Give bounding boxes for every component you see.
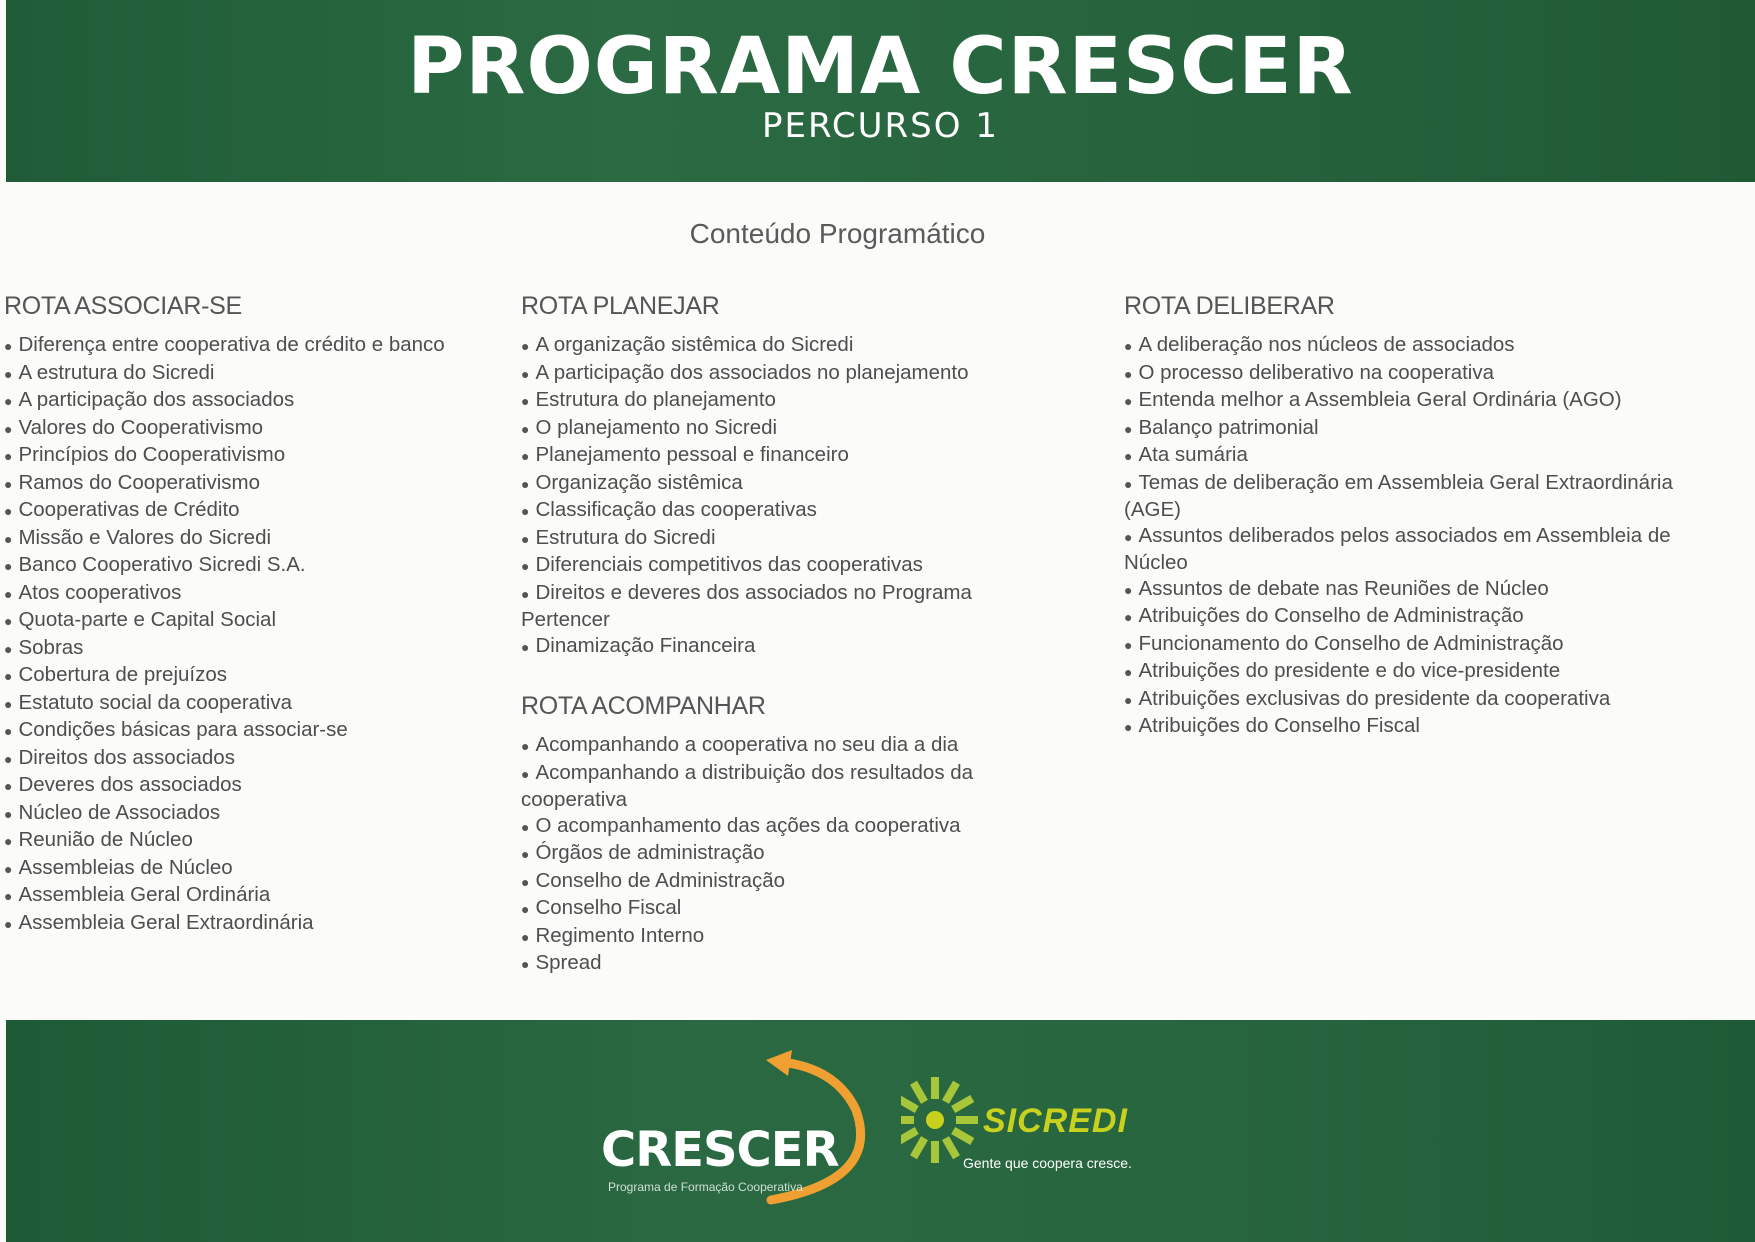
sicredi-logo-text: SICREDI	[983, 1102, 1128, 1140]
bullet-icon: ●	[4, 585, 13, 602]
list-item	[4, 332, 504, 360]
list-item	[521, 470, 1021, 498]
bullet-icon: ●	[521, 873, 530, 890]
list-item	[1124, 686, 1704, 714]
list-item	[4, 662, 504, 690]
bullet-icon: ●	[4, 448, 13, 464]
list-item-text: Órgãos de administração	[535, 841, 765, 864]
list-item	[521, 552, 1021, 580]
bullet-icon: ●	[521, 765, 530, 782]
list-item-text: A estrutura do Sicredi	[18, 360, 215, 384]
list-item-text: A deliberação nos núcleos de associados	[1138, 333, 1515, 356]
list-item-text: Condições básicas para associar-se	[18, 718, 348, 741]
list-item-text: A organização sistêmica do Sicredi	[535, 333, 854, 356]
list-item-text: Conselho de Administração	[535, 868, 786, 892]
bullet-icon: ●	[4, 613, 13, 629]
list-item	[1124, 713, 1704, 741]
list-item	[521, 732, 1021, 760]
list-item	[521, 760, 1021, 813]
bullet-icon: ●	[4, 888, 13, 904]
list-item-text: Atribuições do presidente e do vice-presidente	[1138, 659, 1561, 682]
list-item-text: Estrutura do Sicredi	[535, 525, 716, 549]
bullet-icon: ●	[1124, 581, 1133, 598]
list-item	[1124, 442, 1704, 470]
bullet-icon: ●	[1124, 448, 1133, 464]
bullet-icon: ●	[1124, 420, 1133, 437]
list-item	[521, 442, 1021, 470]
list-item	[4, 525, 504, 553]
list-item	[4, 800, 504, 828]
list-item-text: Atribuições do Conselho Fiscal	[1138, 714, 1420, 737]
route-title-deliberar: ROTA DELIBERAR	[1124, 292, 1335, 320]
list-item	[4, 580, 504, 608]
list-item	[4, 607, 504, 635]
bullet-icon: ●	[521, 818, 530, 835]
list-item	[4, 635, 504, 663]
list-item-text: Estatuto social da cooperativa	[18, 690, 292, 714]
bullet-icon: ●	[521, 448, 530, 464]
list-item	[4, 552, 504, 580]
list-item-text: Cooperativas de Crédito	[18, 498, 240, 521]
bullet-icon: ●	[521, 928, 530, 945]
list-item-text: Acompanhando a distribuição dos resultados da cooperativa	[521, 760, 974, 811]
list-item-text: Assembleia Geral Ordinária	[18, 883, 271, 906]
bullet-icon: ●	[521, 420, 530, 437]
list-item	[4, 415, 504, 443]
list-item	[521, 840, 1021, 868]
bullet-icon: ●	[4, 338, 13, 354]
list-item	[4, 745, 504, 773]
list-item	[521, 895, 1021, 923]
list-item	[521, 813, 1021, 841]
route-title-acompanhar: ROTA ACOMPANHAR	[521, 692, 766, 720]
column-associar	[4, 290, 504, 937]
route-list-associar	[4, 332, 504, 937]
bullet-icon: ●	[4, 420, 13, 437]
list-item-text: Ata sumária	[1138, 443, 1248, 466]
list-item-text: Dinamização Financeira	[535, 633, 756, 657]
section-spacer	[521, 660, 1021, 690]
bullet-icon: ●	[1124, 393, 1133, 409]
bullet-icon: ●	[1124, 691, 1133, 708]
list-item-text: Spread	[535, 951, 602, 974]
list-item	[4, 827, 504, 855]
list-item	[4, 717, 504, 745]
bullet-icon: ●	[4, 805, 13, 822]
bullet-icon: ●	[521, 738, 530, 754]
list-item	[1124, 332, 1704, 360]
sicredi-logo	[901, 1075, 1161, 1185]
bullet-icon: ●	[521, 846, 530, 862]
route-list-deliberar	[1124, 332, 1704, 741]
list-item-text: Balanço patrimonial	[1138, 415, 1319, 439]
list-item	[1124, 360, 1704, 388]
list-item	[521, 332, 1021, 360]
list-item-text: A participação dos associados	[18, 388, 295, 411]
list-item-text: Sobras	[18, 635, 84, 659]
list-item-text: Diferenciais competitivos das cooperativas	[535, 553, 923, 576]
list-item	[1124, 631, 1704, 659]
route-title-associar: ROTA ASSOCIAR-SE	[4, 292, 242, 320]
list-item-text: Quota-parte e Capital Social	[18, 608, 276, 631]
list-item	[4, 882, 504, 910]
list-item	[521, 497, 1021, 525]
list-item	[521, 387, 1021, 415]
bullet-icon: ●	[1124, 609, 1133, 625]
list-item	[4, 855, 504, 883]
bullet-icon: ●	[4, 778, 13, 794]
content-title: Conteúdo Programático	[689, 218, 986, 249]
bullet-icon: ●	[1124, 338, 1133, 354]
bullet-icon: ●	[521, 503, 530, 519]
list-item	[1124, 576, 1704, 604]
bullet-icon: ●	[4, 695, 13, 712]
list-item	[521, 868, 1021, 896]
list-item	[1124, 470, 1704, 523]
list-item-text: Núcleo de Associados	[18, 800, 221, 824]
list-item	[521, 580, 1021, 633]
bullet-icon: ●	[4, 475, 13, 492]
list-item	[4, 910, 504, 938]
list-item-text: Entenda melhor a Assembleia Geral Ordinária (AGO)	[1138, 388, 1622, 411]
list-item-text: Assuntos de debate nas Reuniões de Núcleo	[1138, 576, 1549, 600]
list-item-text: Atribuições exclusivas do presidente da cooperativa	[1138, 686, 1611, 710]
list-item-text: Cobertura de prejuízos	[18, 663, 228, 686]
crescer-logo-subtitle: Programa de Formação Cooperativa	[608, 1180, 803, 1194]
list-item	[4, 360, 504, 388]
footer-banner	[6, 1020, 1755, 1242]
list-item-text: Conselho Fiscal	[535, 896, 682, 919]
list-item-text: A participação dos associados no planejamento	[535, 360, 969, 384]
bullet-icon: ●	[4, 833, 13, 849]
list-item	[4, 772, 504, 800]
list-item-text: Estrutura do planejamento	[535, 388, 776, 411]
bullet-icon: ●	[4, 503, 13, 519]
list-item	[4, 497, 504, 525]
list-item-text: Acompanhando a cooperativa no seu dia a dia	[535, 733, 959, 756]
list-item-text: O planejamento no Sicredi	[535, 415, 778, 439]
bullet-icon: ●	[4, 365, 13, 382]
bullet-icon: ●	[521, 365, 530, 382]
list-item-text: Deveres dos associados	[18, 773, 242, 796]
bullet-icon: ●	[521, 901, 530, 917]
list-item-text: Assembleias de Núcleo	[18, 855, 233, 879]
bullet-icon: ●	[4, 530, 13, 547]
list-item	[4, 387, 504, 415]
bullet-icon: ●	[1124, 664, 1133, 680]
bullet-icon: ●	[1124, 475, 1133, 492]
list-item-text: Atribuições do Conselho de Administração	[1138, 604, 1524, 627]
list-item-text: Valores do Cooperativismo	[18, 415, 264, 439]
bullet-icon: ●	[521, 338, 530, 354]
list-item-text: Direitos dos associados	[18, 745, 235, 769]
list-item	[521, 923, 1021, 951]
list-item-text: Organização sistêmica	[535, 470, 743, 494]
bullet-icon: ●	[1124, 719, 1133, 735]
list-item-text: Temas de deliberação em Assembleia Geral Extraordinária (AGE)	[1124, 470, 1673, 521]
list-item	[521, 360, 1021, 388]
list-item-text: Banco Cooperativo Sicredi S.A.	[18, 553, 306, 576]
bullet-icon: ●	[4, 860, 13, 877]
bullet-icon: ●	[4, 640, 13, 657]
bullet-icon: ●	[1124, 636, 1133, 653]
column-planejar-acompanhar	[521, 290, 1021, 978]
bullet-icon: ●	[1124, 365, 1133, 382]
list-item-text: Reunião de Núcleo	[18, 828, 193, 851]
list-item-text: Funcionamento do Conselho de Administração	[1138, 631, 1564, 655]
list-item-text: Classificação das cooperativas	[535, 498, 817, 521]
page-subtitle: PERCURSO 1	[762, 106, 999, 146]
bullet-icon: ●	[4, 668, 13, 684]
crescer-logo	[596, 1050, 896, 1210]
sicredi-slogan: Gente que coopera cresce.	[963, 1155, 1132, 1171]
list-item-text: Assembleia Geral Extraordinária	[18, 910, 314, 934]
bullet-icon: ●	[4, 393, 13, 409]
bullet-icon: ●	[521, 638, 530, 655]
list-item	[1124, 523, 1704, 576]
bullet-icon: ●	[4, 558, 13, 574]
list-item-text: Princípios do Cooperativismo	[18, 443, 286, 466]
bullet-icon: ●	[4, 723, 13, 739]
bullet-icon: ●	[1124, 528, 1133, 545]
list-item	[521, 633, 1021, 661]
list-item	[521, 950, 1021, 978]
bullet-icon: ●	[521, 393, 530, 409]
bullet-icon: ●	[521, 558, 530, 574]
list-item-text: Diferença entre cooperativa de crédito e banco	[18, 333, 445, 356]
bullet-icon: ●	[521, 530, 530, 547]
list-item	[4, 690, 504, 718]
route-list-planejar	[521, 332, 1021, 660]
list-item-text: Ramos do Cooperativismo	[18, 470, 261, 494]
bullet-icon: ●	[4, 915, 13, 932]
list-item-text: O processo deliberativo na cooperativa	[1138, 360, 1495, 384]
sicredi-sun-icon	[901, 1075, 981, 1165]
list-item	[521, 525, 1021, 553]
list-item-text: O acompanhamento das ações da cooperativa	[535, 813, 961, 837]
column-deliberar	[1124, 290, 1704, 741]
list-item-text: Assuntos deliberados pelos associados em Assembleia de Núcleo	[1124, 523, 1671, 574]
bullet-icon: ●	[521, 585, 530, 602]
list-item	[1124, 415, 1704, 443]
list-item	[4, 442, 504, 470]
page-title: PROGRAMA CRESCER	[407, 22, 1354, 112]
route-list-acompanhar	[521, 732, 1021, 978]
list-item-text: Regimento Interno	[535, 923, 705, 947]
list-item	[521, 415, 1021, 443]
route-title-planejar: ROTA PLANEJAR	[521, 292, 720, 320]
crescer-logo-text: CRESCER	[601, 1122, 839, 1178]
list-item-text: Missão e Valores do Sicredi	[18, 525, 272, 549]
bullet-icon: ●	[521, 956, 530, 972]
list-item-text: Direitos e deveres dos associados no Programa Pertencer	[521, 580, 972, 631]
bullet-icon: ●	[521, 475, 530, 492]
list-item	[4, 470, 504, 498]
list-item	[1124, 603, 1704, 631]
header-banner	[6, 0, 1755, 182]
list-item	[1124, 658, 1704, 686]
list-item-text: Planejamento pessoal e financeiro	[535, 443, 849, 466]
list-item	[1124, 387, 1704, 415]
bullet-icon: ●	[4, 750, 13, 767]
list-item-text: Atos cooperativos	[18, 580, 182, 604]
